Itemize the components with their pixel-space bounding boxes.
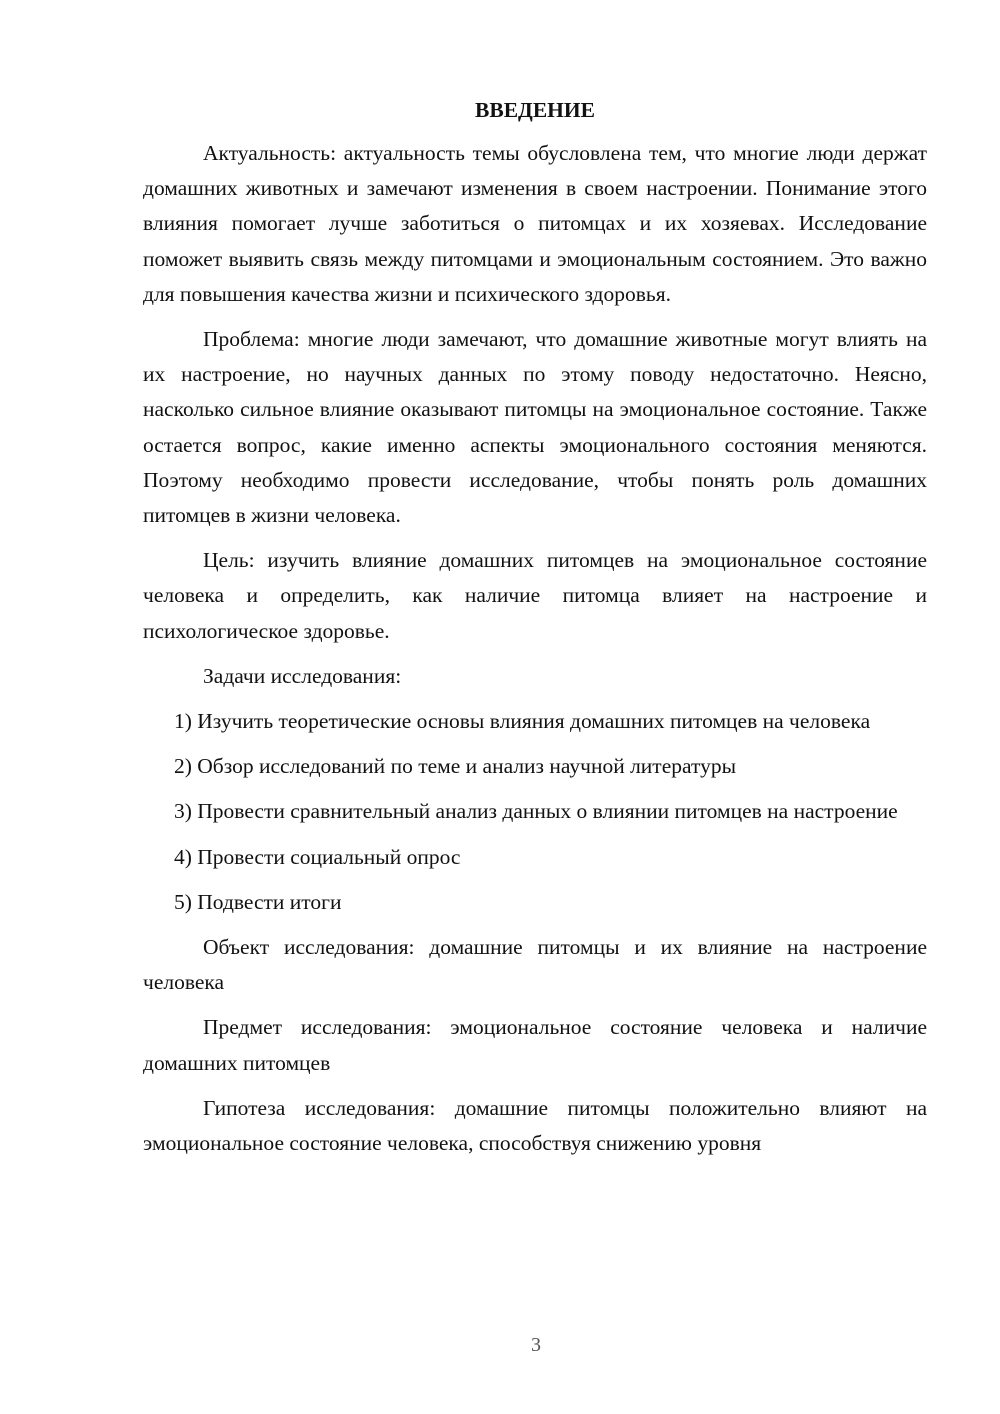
tasks-title: Задачи исследования:	[203, 663, 402, 688]
section-heading: ВВЕДЕНИЕ	[475, 98, 595, 122]
task-item-2: 2) Обзор исследований по теме и анализ научной литературы	[174, 754, 737, 779]
goal-paragraph: Цель: изучить влияние домашних питомцев на эмоциональное состояние человека и определить, как наличие питомца влияет на настроение и психологическое здоровье.	[143, 548, 927, 643]
task-item-4: 4) Провести социальный опрос	[174, 844, 461, 869]
task-item-1: 1) Изучить теоретические основы влияния домашних питомцев на человека	[174, 709, 871, 734]
page-content	[143, 92, 927, 1171]
relevance-paragraph: Актуальность: актуальность темы обусловлена тем, что многие люди держат домашних животных и замечают изменения в своем настроении. Понимание этого влияния помогает лучше заботиться о питомцах и их хозяевах. Исследование поможет выявить связь между питомцами и эмоциональным состоянием. Это важно для повышения качества жизни и психического здоровья.	[143, 141, 927, 306]
task-item-3: 3) Провести сравнительный анализ данных о влиянии питомцев на настроение	[174, 799, 898, 824]
problem-paragraph: Проблема: многие люди замечают, что домашние животные могут влиять на их настроение, но научных данных по этому поводу недостаточно. Неясно, насколько сильное влияние оказывают питомцы на эмоциональное состояние. Также остается вопрос, какие именно аспекты эмоционального состояния меняются. Поэтому необходимо провести исследование, чтобы понять роль домашних питомцев в жизни человека.	[143, 327, 927, 528]
subject-paragraph: Предмет исследования: эмоциональное состояние человека и наличие домашних питомцев	[143, 1015, 927, 1075]
hypothesis-paragraph: Гипотеза исследования: домашние питомцы положительно влияют на эмоциональное состояние человека, способствуя снижению уровня	[143, 1095, 927, 1156]
page-number: 3	[531, 1334, 541, 1356]
object-paragraph: Объект исследования: домашние питомцы и их влияние на настроение человека	[143, 935, 927, 995]
task-item-5: 5) Подвести итоги	[174, 889, 342, 914]
